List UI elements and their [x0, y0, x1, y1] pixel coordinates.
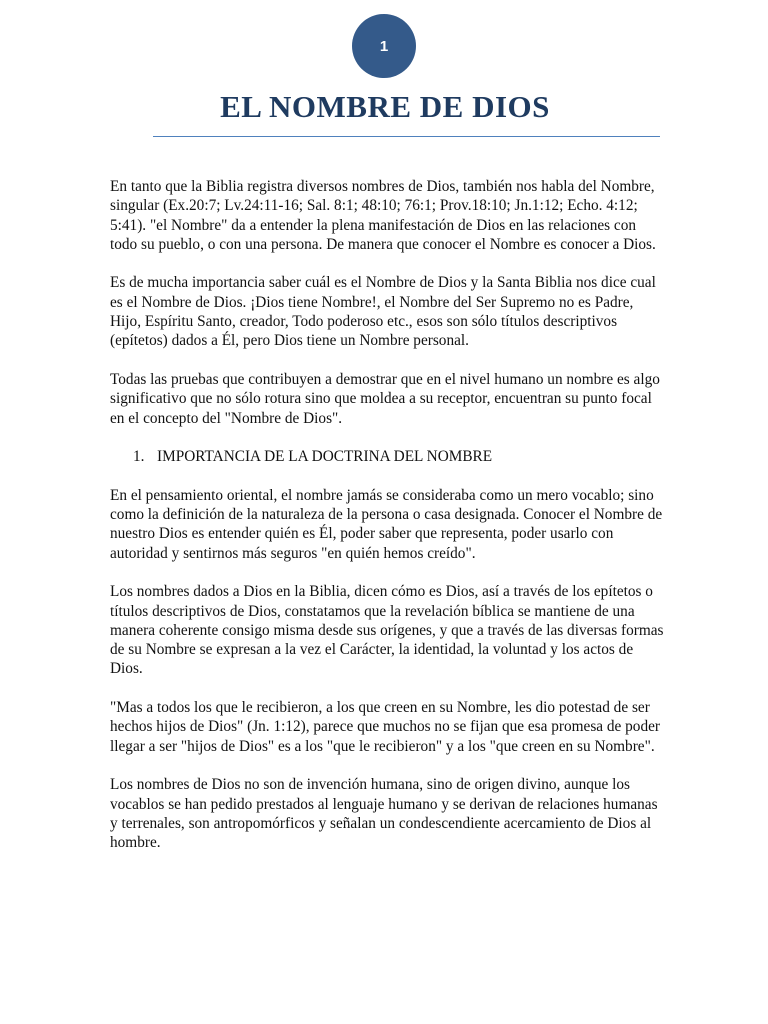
paragraph: Es de mucha importancia saber cuál es el Nombre de Dios y la Santa Biblia nos dice cual es el Nombre de Dios. ¡Dios tiene Nombre!, el Nombre del Ser Supremo no es Padre, Hijo, Espíritu Santo, creador, Todo poderoso etc., esos son sólo títulos descriptivos (epítetos) dados a Él, pero Dios tiene un Nombre personal.	[110, 274, 656, 350]
page-number: 1	[379, 37, 389, 55]
page-number-badge	[352, 14, 416, 78]
paragraph: En tanto que la Biblia registra diversos nombres de Dios, también nos habla del Nombre, singular (Ex.20:7; Lv.24:11-16; Sal. 8:1; 48:10; 76:1; Prov.18:10; Jn.1:12; Echo. 4:12; 5:41). "el Nombre" da a entender la plena manifestación de Dios en las relaciones con todo su pueblo, o con una persona. De manera que conocer el Nombre es conocer a Dios.	[110, 178, 656, 253]
paragraph: Los nombres dados a Dios en la Biblia, dicen cómo es Dios, así a través de los epítetos o títulos descriptivos de Dios, constatamos que la revelación bíblica se mantiene de una manera coherente consigo misma desde sus orígenes, y que a través de las diversas formas de su Nombre se expresan a la vez el Carácter, la identidad, la voluntad y los actos de Dios.	[110, 583, 664, 678]
paragraph: En el pensamiento oriental, el nombre jamás se consideraba como un mero vocablo; sino como la definición de la naturaleza de la persona o casa designada. Conocer el Nombre de nuestro Dios es entender quién es Él, poder saber que representa, poder usarlo con autoridad y sentirnos más seguros "en quién hemos creído".	[110, 486, 663, 562]
section-heading	[133, 447, 664, 466]
title-underline	[153, 136, 660, 137]
paragraph: Los nombres de Dios no son de invención humana, sino de origen divino, aunque los vocablos se han pedido prestados al lenguaje humano y se derivan de relaciones humanas y terrenales, son antropomórficos y señalan un condescendiente acercamiento de Dios al hombre.	[110, 776, 658, 852]
paragraph: "Mas a todos los que le recibieron, a los que creen en su Nombre, les dio potestad de ser hechos hijos de Dios" (Jn. 1:12), parece que muchos no se fijan que esa promesa de poder llegar a ser "hijos de Dios" es a los "que le recibieron" y a los "que creen en su Nombre".	[110, 699, 660, 755]
paragraph: Todas las pruebas que contribuyen a demostrar que en el nivel humano un nombre es algo significativo que no sólo rotura sino que moldea a su receptor, encuentran su punto focal en el concepto del "Nombre de Dios".	[110, 370, 660, 427]
document-body	[110, 177, 664, 872]
document-title: EL NOMBRE DE DIOS	[220, 89, 550, 124]
section-heading-text: IMPORTANCIA DE LA DOCTRINA DEL NOMBRE	[157, 448, 493, 466]
section-heading-number: 1.	[133, 448, 145, 466]
